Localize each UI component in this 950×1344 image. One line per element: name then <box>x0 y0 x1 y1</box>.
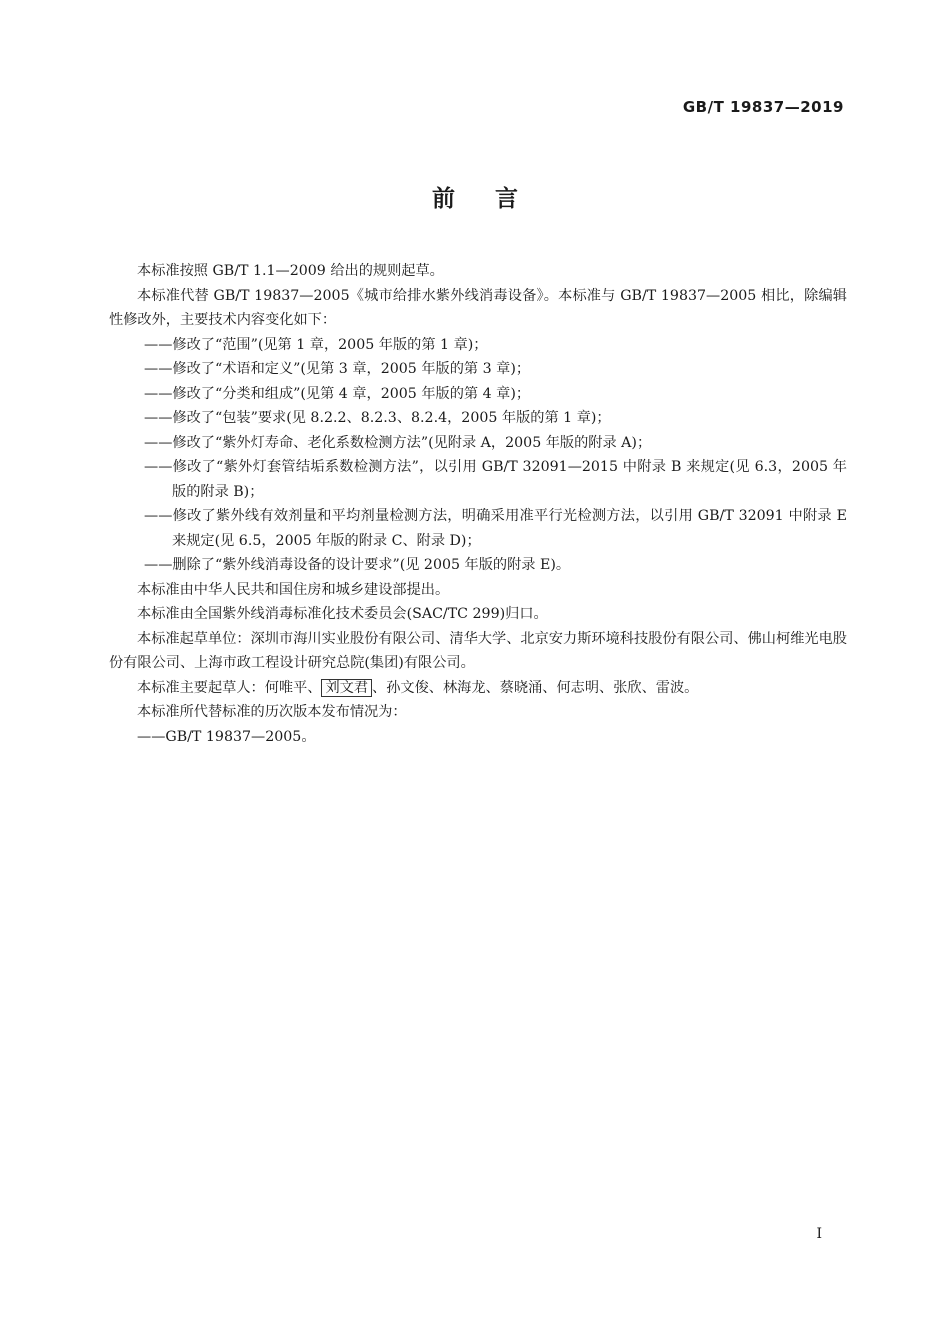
drafters-suffix: 、孙文俊、林海龙、蔡晓涌、何志明、张欣、雷波。 <box>372 679 699 696</box>
boxed-drafter-name: 刘文君 <box>321 679 372 697</box>
list-item: ——修改了“分类和组成”(见第 4 章，2005 年版的第 4 章)； <box>144 385 531 402</box>
paragraph-drafters <box>109 676 847 701</box>
page-title: 前言 <box>432 186 558 212</box>
list-item: ——修改了“紫外灯套管结垢系数检测方法”，以引用 GB/T 32091—2015 中附录 B 来规定(见 6.3，2005 年版的附录 B)； <box>144 459 847 500</box>
drafters-prefix: 本标准主要起草人：何唯平、 <box>137 679 322 696</box>
list-item: ——修改了紫外线有效剂量和平均剂量检测方法，明确采用准平行光检测方法，以引用 GB/T 32091 中附录 E 来规定(见 6.5，2005 年版的附录 C、附录 D)； <box>144 508 847 549</box>
page-number: I <box>816 1226 822 1242</box>
paragraph-drafting-rules: 本标准按照 GB/T 1.1—2009 给出的规则起草。 <box>137 263 444 279</box>
list-item: ——修改了“包装”要求(见 8.2.2、8.2.3、8.2.4，2005 年版的第 1 章)； <box>144 410 611 426</box>
paragraph-committee: 本标准由全国紫外线消毒标准化技术委员会(SAC/TC 299)归口。 <box>137 606 548 622</box>
list-item: ——修改了“术语和定义”(见第 3 章，2005 年版的第 3 章)； <box>144 361 531 377</box>
paragraph-drafting-units: 本标准起草单位：深圳市海川实业股份有限公司、清华大学、北京安力斯环境科技股份有限公司、佛山柯维光电股份有限公司、上海市政工程设计研究总院(集团)有限公司。 <box>109 630 847 671</box>
paragraph-history: 本标准所代替标准的历次版本发布情况为： <box>137 704 407 720</box>
history-item: ——GB/T 19837—2005。 <box>137 728 316 745</box>
list-item: ——修改了“紫外灯寿命、老化系数检测方法”(见附录 A，2005 年版的附录 A)； <box>144 434 652 451</box>
standard-code: GB/T 19837—2019 <box>682 98 844 116</box>
list-item: ——修改了“范围”(见第 1 章，2005 年版的第 1 章)； <box>144 336 488 353</box>
list-item: ——删除了“紫外线消毒设备的设计要求”(见 2005 年版的附录 E)。 <box>144 557 571 573</box>
foreword-body <box>109 259 847 749</box>
paragraph-replacement: 本标准代替 GB/T 19837—2005《城市给排水紫外线消毒设备》。本标准与 GB/T 19837—2005 相比，除编辑性修改外，主要技术内容变化如下： <box>109 287 847 328</box>
paragraph-proposer: 本标准由中华人民共和国住房和城乡建设部提出。 <box>137 581 450 598</box>
